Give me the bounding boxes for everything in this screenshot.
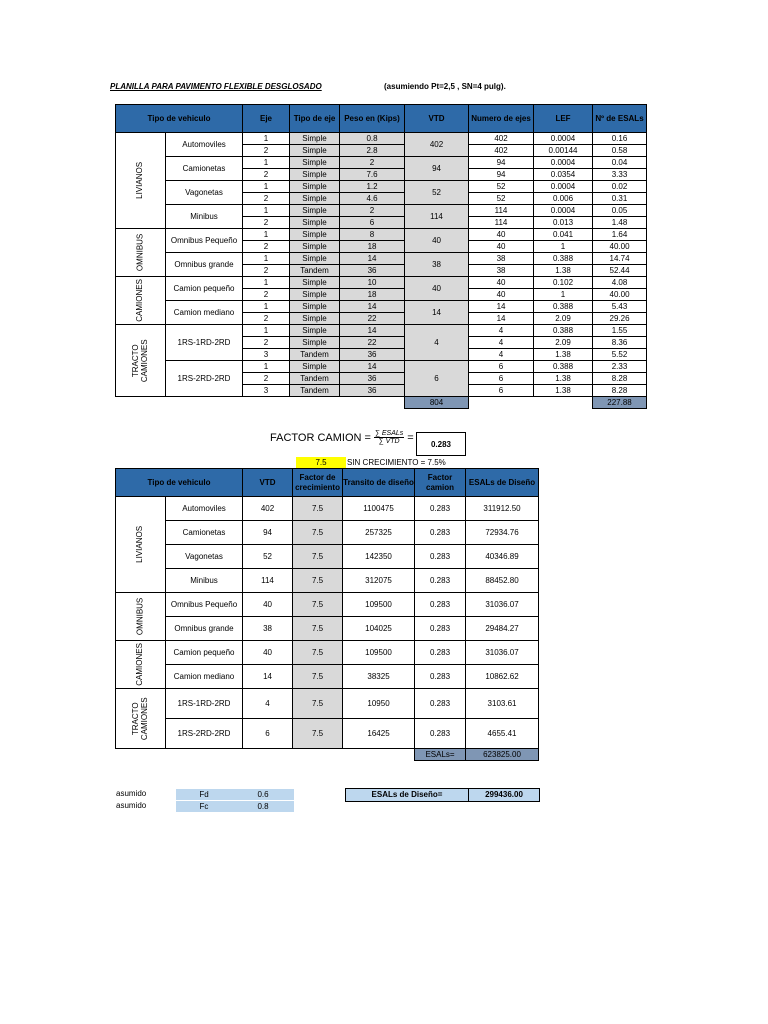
axle-count: 40 [469, 277, 534, 289]
axle-number: 3 [243, 349, 290, 361]
design-esals: 72934.76 [466, 521, 539, 545]
truck-factor: 0.283 [415, 617, 466, 641]
axle-weight: 4.6 [340, 193, 405, 205]
lef-value: 1 [534, 289, 593, 301]
axle-type: Simple [290, 289, 340, 301]
growth-factor: 7.5 [293, 569, 343, 593]
axle-weight: 2 [340, 157, 405, 169]
axle-count: 40 [469, 289, 534, 301]
growth-factor: 7.5 [293, 593, 343, 617]
design-esals: 40346.89 [466, 545, 539, 569]
axle-count: 402 [469, 133, 534, 145]
table1-header: LEF [534, 105, 593, 133]
axle-weight: 14 [340, 301, 405, 313]
axle-number: 2 [243, 145, 290, 157]
axle-weight: 14 [340, 325, 405, 337]
axle-type: Simple [290, 205, 340, 217]
vtd-value: 14 [243, 665, 293, 689]
vehicle-name: Automoviles [166, 497, 243, 521]
growth-value: 7.5 [296, 457, 346, 468]
table1-header: Numero de ejes [469, 105, 534, 133]
axle-number: 2 [243, 337, 290, 349]
vehicle-vtd: 4 [405, 325, 469, 361]
design-esals: 10862.62 [466, 665, 539, 689]
axle-number: 1 [243, 133, 290, 145]
table1-header: Tipo de vehiculo [116, 105, 243, 133]
truck-factor: 0.283 [415, 497, 466, 521]
axle-count: 402 [469, 145, 534, 157]
axle-number: 1 [243, 301, 290, 313]
axle-type: Simple [290, 277, 340, 289]
table2-row [116, 641, 539, 665]
esals-value: 8.28 [593, 373, 647, 385]
axle-number: 1 [243, 325, 290, 337]
axle-weight: 8 [340, 229, 405, 241]
esals-value: 5.43 [593, 301, 647, 313]
vehicle-vtd: 114 [405, 205, 469, 229]
fc-value: 0.8 [232, 801, 294, 812]
vehicle-name: 1RS-2RD-2RD [166, 719, 243, 749]
esals-value: 4.08 [593, 277, 647, 289]
group-label-cell [116, 325, 166, 397]
esals-value: 8.28 [593, 385, 647, 397]
esals-value: 29.26 [593, 313, 647, 325]
lef-value: 2.09 [534, 337, 593, 349]
axle-number: 2 [243, 169, 290, 181]
axle-type: Simple [290, 157, 340, 169]
table1-row [116, 157, 647, 169]
vehicle-vtd: 94 [405, 157, 469, 181]
axle-count: 94 [469, 157, 534, 169]
factor-formula [270, 430, 414, 445]
fd-name: Fd [176, 789, 232, 800]
table1-row [116, 253, 647, 265]
axle-weight: 14 [340, 253, 405, 265]
axle-type: Simple [290, 301, 340, 313]
axle-type: Simple [290, 325, 340, 337]
design-traffic: 1100475 [343, 497, 415, 521]
growth-factor: 7.5 [293, 521, 343, 545]
axle-type: Simple [290, 313, 340, 325]
table1-header: Eje [243, 105, 290, 133]
vehicle-name: Camion pequeño [166, 277, 243, 301]
vtd-value: 38 [243, 617, 293, 641]
table1-header: Nº de ESALs [593, 105, 647, 133]
vehicle-name: 1RS-1RD-2RD [166, 325, 243, 361]
axle-type: Tandem [290, 349, 340, 361]
vehicle-vtd: 14 [405, 301, 469, 325]
lef-value: 0.0354 [534, 169, 593, 181]
table1-row [116, 205, 647, 217]
group-label: TRACTO CAMIONES [130, 697, 149, 740]
design-esals-label: ESALs de Diseño= [346, 789, 469, 801]
axle-count: 40 [469, 241, 534, 253]
group-label: TRACTO CAMIONES [130, 339, 149, 382]
table1-row [116, 133, 647, 145]
axle-count: 6 [469, 385, 534, 397]
design-esals-table [115, 468, 539, 761]
axle-type: Tandem [290, 373, 340, 385]
esals-value: 0.02 [593, 181, 647, 193]
axle-weight: 0.8 [340, 133, 405, 145]
axle-number: 1 [243, 361, 290, 373]
esals-value: 5.52 [593, 349, 647, 361]
truck-factor: 0.283 [415, 545, 466, 569]
esals-value: 3.33 [593, 169, 647, 181]
vehicle-name: Automoviles [166, 133, 243, 157]
vtd-value: 402 [243, 497, 293, 521]
total-vtd: 804 [405, 397, 469, 409]
axle-weight: 10 [340, 277, 405, 289]
design-traffic: 109500 [343, 641, 415, 665]
vehicle-name: Camion mediano [166, 665, 243, 689]
vehicle-vtd: 38 [405, 253, 469, 277]
axle-weight: 36 [340, 385, 405, 397]
vtd-value: 94 [243, 521, 293, 545]
lef-value: 1 [534, 241, 593, 253]
design-traffic: 104025 [343, 617, 415, 641]
lef-value: 0.013 [534, 217, 593, 229]
factor-fraction [374, 430, 404, 445]
design-traffic: 142350 [343, 545, 415, 569]
vehicle-vtd: 6 [405, 361, 469, 397]
table2-header: Factor de crecimiento [293, 469, 343, 497]
axle-type: Simple [290, 337, 340, 349]
axle-type: Simple [290, 253, 340, 265]
esals-value: 0.04 [593, 157, 647, 169]
design-traffic: 109500 [343, 593, 415, 617]
group-label-cell [116, 689, 166, 749]
axle-count: 4 [469, 349, 534, 361]
axle-count: 52 [469, 181, 534, 193]
esals-value: 52.44 [593, 265, 647, 277]
truck-factor: 0.283 [415, 689, 466, 719]
axle-weight: 18 [340, 241, 405, 253]
vehicle-name: 1RS-1RD-2RD [166, 689, 243, 719]
vtd-value: 40 [243, 593, 293, 617]
axle-number: 1 [243, 157, 290, 169]
axle-weight: 2 [340, 205, 405, 217]
growth-factor: 7.5 [293, 689, 343, 719]
fc-name: Fc [176, 801, 232, 812]
axle-count: 6 [469, 373, 534, 385]
growth-note: SIN CRECIMIENTO = 7.5% [347, 458, 446, 467]
factor-numerator: ∑ ESALs [374, 430, 404, 437]
axle-count: 52 [469, 193, 534, 205]
design-esals: 31036.07 [466, 641, 539, 665]
esals-value: 1.64 [593, 229, 647, 241]
vehicle-name: Vagonetas [166, 545, 243, 569]
table2-header: Transito de diseño [343, 469, 415, 497]
vtd-value: 40 [243, 641, 293, 665]
vtd-value: 6 [243, 719, 293, 749]
vehicle-vtd: 402 [405, 133, 469, 157]
axle-number: 2 [243, 373, 290, 385]
axle-count: 6 [469, 361, 534, 373]
group-label-cell [116, 593, 166, 641]
assumed-label-fd: asumido [116, 789, 147, 798]
table2-row [116, 617, 539, 641]
esals-total-label: ESALs= [415, 749, 466, 761]
axle-number: 2 [243, 193, 290, 205]
vehicle-vtd: 40 [405, 277, 469, 301]
truck-factor: 0.283 [415, 569, 466, 593]
table2-row [116, 689, 539, 719]
axle-type: Simple [290, 241, 340, 253]
axle-type: Tandem [290, 385, 340, 397]
design-esals-box [345, 788, 540, 802]
esals-value: 40.00 [593, 289, 647, 301]
vehicle-name: 1RS-2RD-2RD [166, 361, 243, 397]
table1-row [116, 361, 647, 373]
design-esals: 3103.61 [466, 689, 539, 719]
group-label-cell [116, 133, 166, 229]
lef-value: 0.388 [534, 253, 593, 265]
truck-factor: 0.283 [415, 665, 466, 689]
axle-type: Simple [290, 169, 340, 181]
lef-value: 0.006 [534, 193, 593, 205]
design-traffic: 312075 [343, 569, 415, 593]
factor-denominator: ∑ VTD [378, 438, 400, 445]
vehicle-name: Camion mediano [166, 301, 243, 325]
table2-header: VTD [243, 469, 293, 497]
group-label-cell [116, 497, 166, 593]
axle-weight: 14 [340, 361, 405, 373]
axle-type: Simple [290, 217, 340, 229]
fd-value: 0.6 [232, 789, 294, 800]
lef-value: 0.00144 [534, 145, 593, 157]
table1-header: Peso en (Kips) [340, 105, 405, 133]
vehicle-name: Omnibus Pequeño [166, 593, 243, 617]
vehicle-vtd: 40 [405, 229, 469, 253]
lef-value: 0.388 [534, 361, 593, 373]
axle-number: 1 [243, 253, 290, 265]
axle-weight: 22 [340, 313, 405, 325]
axle-count: 114 [469, 205, 534, 217]
table2-row [116, 719, 539, 749]
axle-type: Simple [290, 193, 340, 205]
total-esals: 227.88 [593, 397, 647, 409]
lef-value: 0.041 [534, 229, 593, 241]
axle-type: Simple [290, 133, 340, 145]
table2-header: ESALs de Diseño [466, 469, 539, 497]
axle-weight: 36 [340, 265, 405, 277]
esals-value: 0.05 [593, 205, 647, 217]
axle-number: 2 [243, 289, 290, 301]
table2-row [116, 545, 539, 569]
axle-load-table [115, 104, 647, 409]
vehicle-name: Minibus [166, 569, 243, 593]
esals-value: 0.16 [593, 133, 647, 145]
sheet-title: PLANILLA PARA PAVIMENTO FLEXIBLE DESGLOSADO [110, 82, 322, 91]
design-esals-value: 299436.00 [469, 789, 539, 801]
lef-value: 1.38 [534, 385, 593, 397]
axle-number: 2 [243, 265, 290, 277]
axle-count: 4 [469, 337, 534, 349]
axle-number: 2 [243, 313, 290, 325]
vtd-value: 4 [243, 689, 293, 719]
axle-type: Simple [290, 229, 340, 241]
lef-value: 1.38 [534, 349, 593, 361]
design-traffic: 257325 [343, 521, 415, 545]
group-label-cell [116, 229, 166, 277]
lef-value: 1.38 [534, 373, 593, 385]
axle-number: 1 [243, 205, 290, 217]
axle-number: 3 [243, 385, 290, 397]
axle-number: 1 [243, 229, 290, 241]
axle-weight: 6 [340, 217, 405, 229]
lef-value: 0.102 [534, 277, 593, 289]
axle-weight: 22 [340, 337, 405, 349]
axle-weight: 2.8 [340, 145, 405, 157]
group-label: LIVIANOS [135, 162, 145, 199]
esals-value: 2.33 [593, 361, 647, 373]
axle-count: 4 [469, 325, 534, 337]
table1-header: Tipo de eje [290, 105, 340, 133]
group-label: OMNIBUS [135, 597, 145, 636]
assumption-note: (asumiendo Pt=2,5 , SN=4 pulg). [384, 82, 506, 91]
axle-type: Simple [290, 361, 340, 373]
factor-label: FACTOR CAMION = [270, 431, 371, 444]
lef-value: 1.38 [534, 265, 593, 277]
esals-value: 8.36 [593, 337, 647, 349]
axle-count: 94 [469, 169, 534, 181]
axle-weight: 36 [340, 373, 405, 385]
table1-row [116, 181, 647, 193]
axle-type: Simple [290, 181, 340, 193]
vehicle-name: Omnibus grande [166, 253, 243, 277]
axle-number: 1 [243, 277, 290, 289]
table2-row [116, 593, 539, 617]
table2-row [116, 521, 539, 545]
table1-header: VTD [405, 105, 469, 133]
growth-factor: 7.5 [293, 617, 343, 641]
esals-value: 40.00 [593, 241, 647, 253]
group-label-cell [116, 641, 166, 689]
growth-factor: 7.5 [293, 719, 343, 749]
truck-factor: 0.283 [415, 593, 466, 617]
growth-factor: 7.5 [293, 665, 343, 689]
axle-count: 114 [469, 217, 534, 229]
esals-value: 1.48 [593, 217, 647, 229]
axle-weight: 7.6 [340, 169, 405, 181]
axle-count: 40 [469, 229, 534, 241]
lef-value: 0.388 [534, 325, 593, 337]
vehicle-name: Vagonetas [166, 181, 243, 205]
esals-value: 14.74 [593, 253, 647, 265]
axle-type: Simple [290, 145, 340, 157]
axle-number: 1 [243, 181, 290, 193]
axle-number: 2 [243, 217, 290, 229]
empty-cell [469, 397, 593, 409]
group-label: OMNIBUS [135, 233, 145, 272]
lef-value: 0.0004 [534, 133, 593, 145]
design-traffic: 38325 [343, 665, 415, 689]
table1-row [116, 277, 647, 289]
lef-value: 0.0004 [534, 181, 593, 193]
table2-row [116, 569, 539, 593]
empty-cell [116, 397, 405, 409]
vehicle-vtd: 52 [405, 181, 469, 205]
esals-total-value: 623825.00 [466, 749, 539, 761]
design-traffic: 10950 [343, 689, 415, 719]
table2-header: Tipo de vehiculo [116, 469, 243, 497]
table2-row [116, 665, 539, 689]
esals-value: 0.31 [593, 193, 647, 205]
factor-value-box: 0.283 [416, 432, 466, 456]
vehicle-name: Camionetas [166, 157, 243, 181]
group-label: CAMIONES [135, 643, 145, 686]
group-label: CAMIONES [135, 279, 145, 322]
axle-number: 2 [243, 241, 290, 253]
growth-factor: 7.5 [293, 497, 343, 521]
design-traffic: 16425 [343, 719, 415, 749]
vtd-value: 114 [243, 569, 293, 593]
vehicle-name: Omnibus Pequeño [166, 229, 243, 253]
empty-cell [116, 749, 415, 761]
lef-value: 0.0004 [534, 205, 593, 217]
group-label: LIVIANOS [135, 526, 145, 563]
design-esals: 311912.50 [466, 497, 539, 521]
vehicle-name: Camion pequeño [166, 641, 243, 665]
axle-type: Tandem [290, 265, 340, 277]
table1-row [116, 325, 647, 337]
design-esals: 31036.07 [466, 593, 539, 617]
lef-value: 2.09 [534, 313, 593, 325]
truck-factor: 0.283 [415, 641, 466, 665]
vehicle-name: Minibus [166, 205, 243, 229]
axle-weight: 18 [340, 289, 405, 301]
axle-weight: 1.2 [340, 181, 405, 193]
table1-row [116, 229, 647, 241]
assumed-label-fc: asumido [116, 801, 147, 810]
design-esals: 88452.80 [466, 569, 539, 593]
vehicle-name: Camionetas [166, 521, 243, 545]
design-esals: 29484.27 [466, 617, 539, 641]
axle-count: 14 [469, 313, 534, 325]
axle-count: 38 [469, 265, 534, 277]
vehicle-name: Omnibus grande [166, 617, 243, 641]
axle-count: 38 [469, 253, 534, 265]
factor-equals: = [407, 431, 414, 444]
axle-count: 14 [469, 301, 534, 313]
axle-weight: 36 [340, 349, 405, 361]
growth-factor: 7.5 [293, 641, 343, 665]
esals-value: 1.55 [593, 325, 647, 337]
table1-row [116, 301, 647, 313]
table2-header: Factor camion [415, 469, 466, 497]
growth-factor: 7.5 [293, 545, 343, 569]
truck-factor: 0.283 [415, 521, 466, 545]
lef-value: 0.0004 [534, 157, 593, 169]
esals-value: 0.58 [593, 145, 647, 157]
lef-value: 0.388 [534, 301, 593, 313]
vtd-value: 52 [243, 545, 293, 569]
truck-factor: 0.283 [415, 719, 466, 749]
design-esals: 4655.41 [466, 719, 539, 749]
group-label-cell [116, 277, 166, 325]
table2-row [116, 497, 539, 521]
